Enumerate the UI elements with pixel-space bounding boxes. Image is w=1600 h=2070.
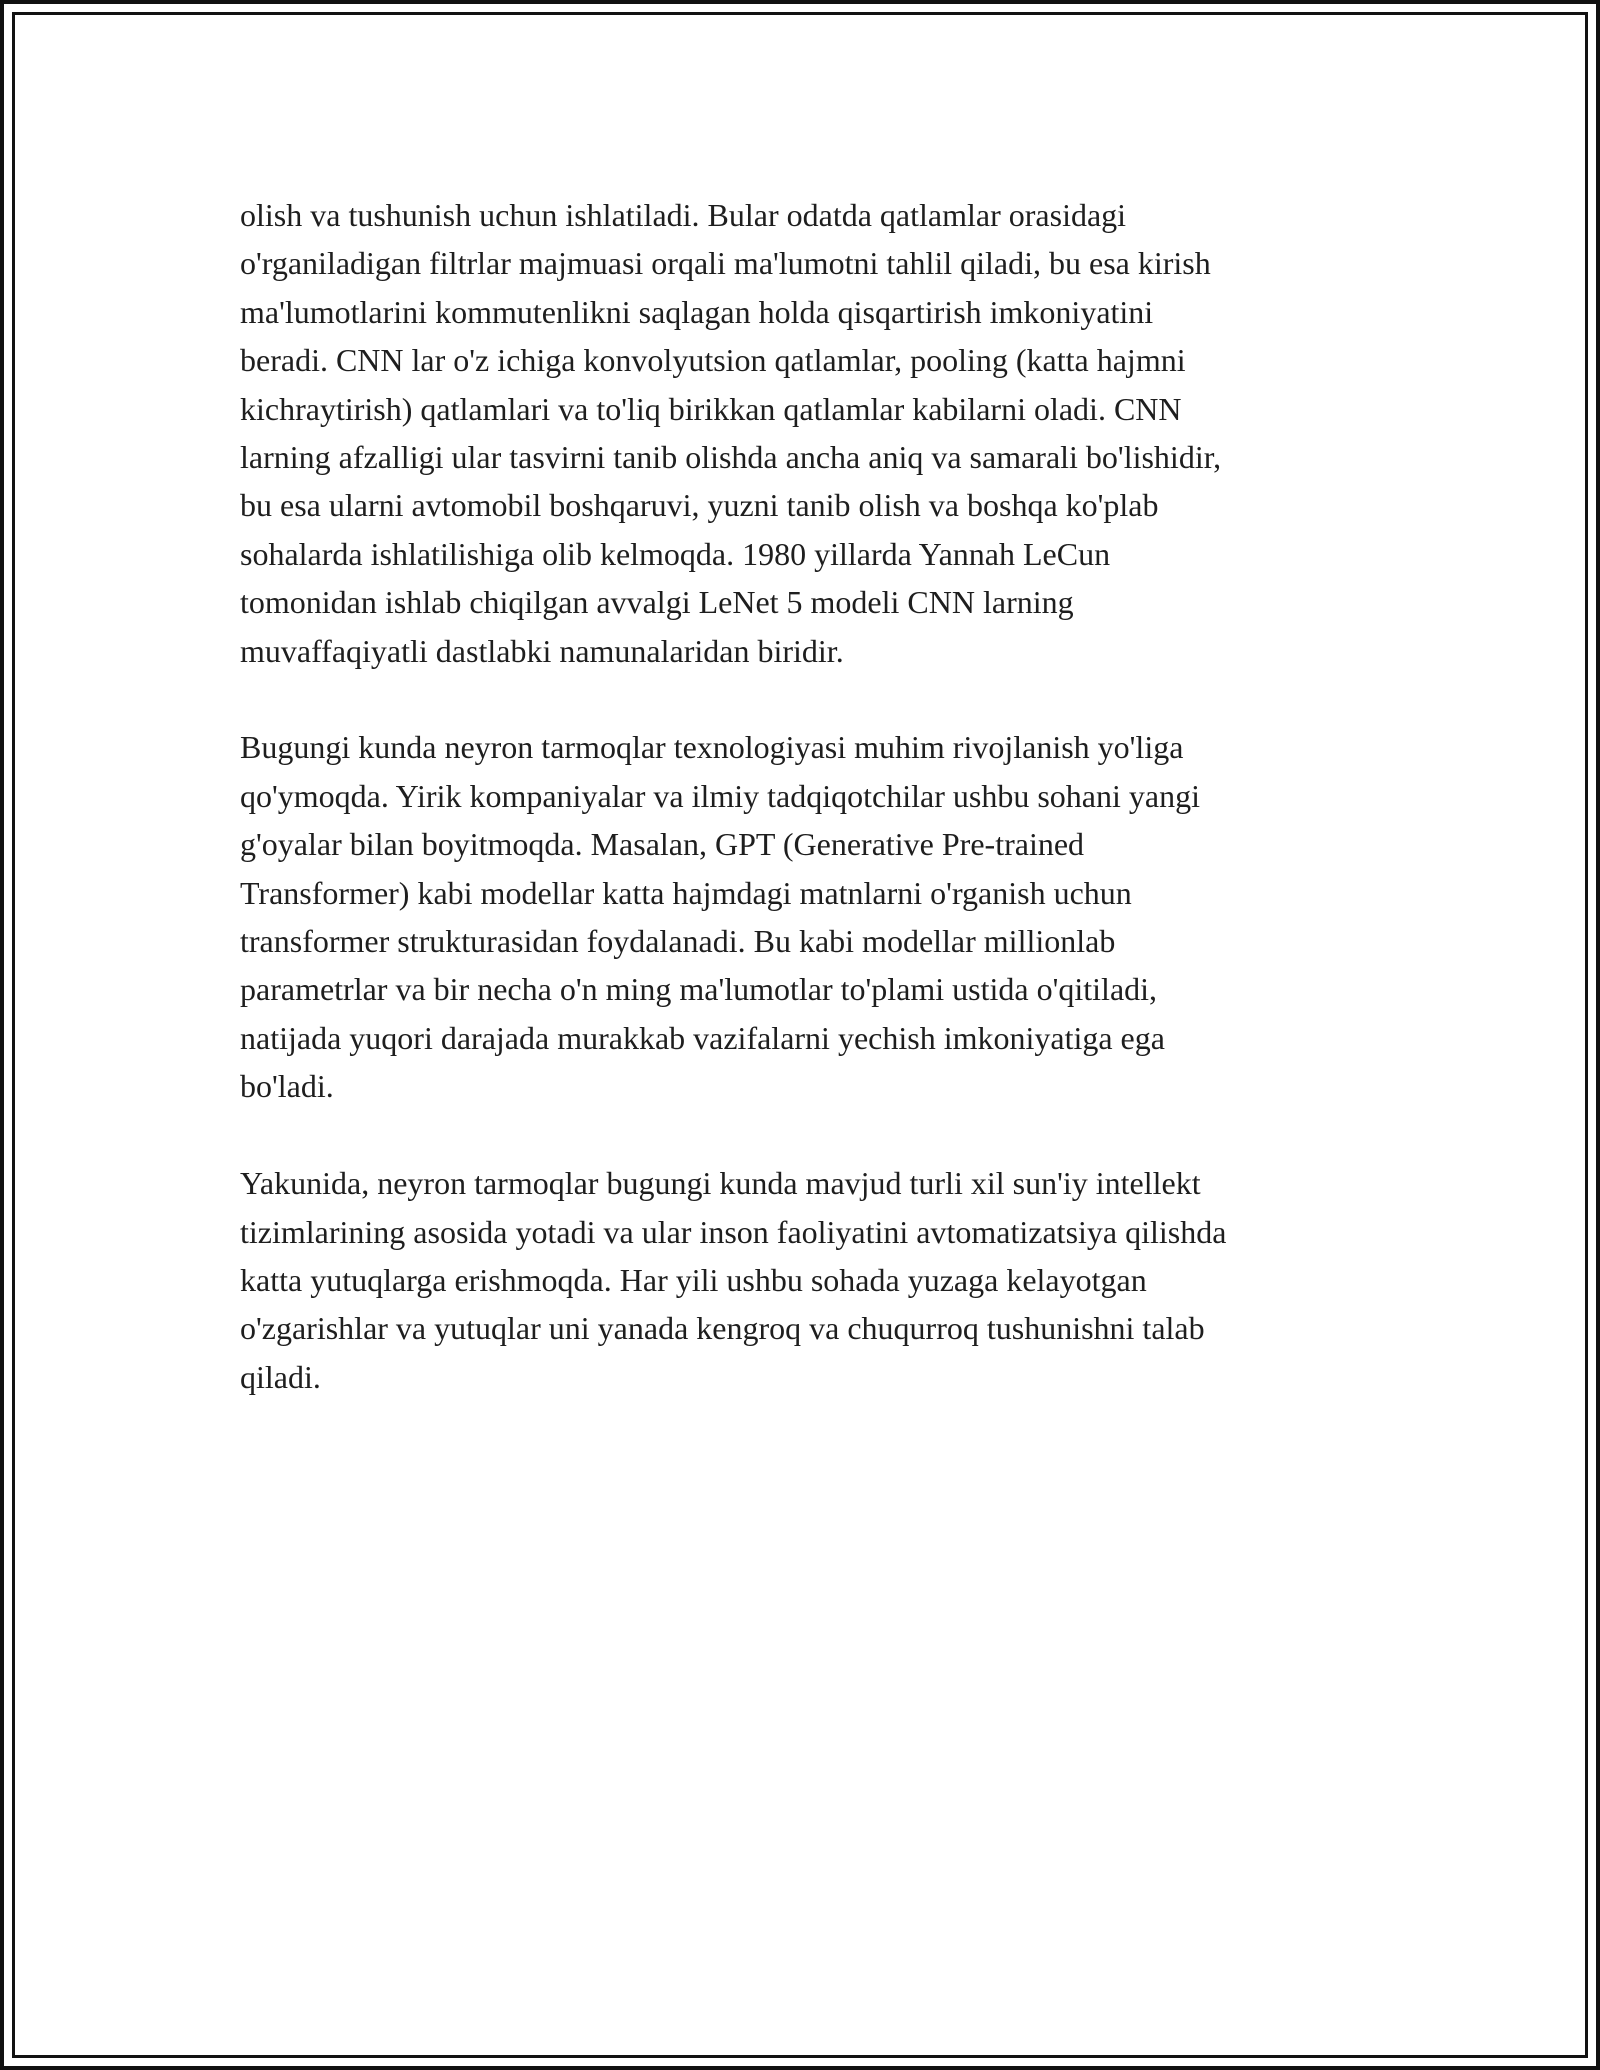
paragraph-conclusion: Yakunida, neyron tarmoqlar bugungi kunda mavjud turli xil sun'iy intellekt tizimlarining asosida yotadi va ular inson faoliyatini avtomatizatsiya qilishda katta yutuqlarga erishmoqda. Har yili ushbu sohada yuzaga kelayotgan o'zgarishlar va yutuqlar uni yanada kengroq va chuqurroq tushunishni talab qiladi. [240, 1165, 1227, 1395]
paragraph-cnn: olish va tushunish uchun ishlatiladi. Bular odatda qatlamlar orasidagi o'rganiladigan filtrlar majmuasi orqali ma'lumotni tahlil qiladi, bu esa kirish ma'lumotlarini kommutenlikni saqlagan holda qisqartirish imkoniyatini beradi. CNN lar o'z ichiga konvolyutsion qatlamlar, pooling (katta hajmni kichraytirish) qatlamlari va to'liq birikkan qatlamlar kabilarni oladi. CNN larning afzalligi ular tasvirni tanib olishda ancha aniq va samarali bo'lishidir, bu esa ularni avtomobil boshqaruvi, yuzni tanib olish va boshqa ko'plab sohalarda ishlatilishiga olib kelmoqda. 1980 yillarda Yannah LeCun tomonidan ishlab chiqilgan avvalgi LeNet 5 modeli CNN larning muvaffaqiyatli dastlabki namunalaridan biridir. [240, 197, 1222, 669]
document-body [240, 191, 1380, 1450]
paragraph-modern-networks: Bugungi kunda neyron tarmoqlar texnologiyasi muhim rivojlanish yo'liga qo'ymoqda. Yirik kompaniyalar va ilmiy tadqiqotchilar ushbu sohani yangi g'oyalar bilan boyitmoqda. Masalan, GPT (Generative Pre-trained Transformer) kabi modellar katta hajmdagi matnlarni o'rganish uchun transformer strukturasidan foydalanadi. Bu kabi modellar millionlab parametrlar va bir necha o'n ming ma'lumotlar to'plami ustida o'qitiladi, natijada yuqori darajada murakkab vazifalarni yechish imkoniyatiga ega bo'ladi. [240, 729, 1200, 1105]
